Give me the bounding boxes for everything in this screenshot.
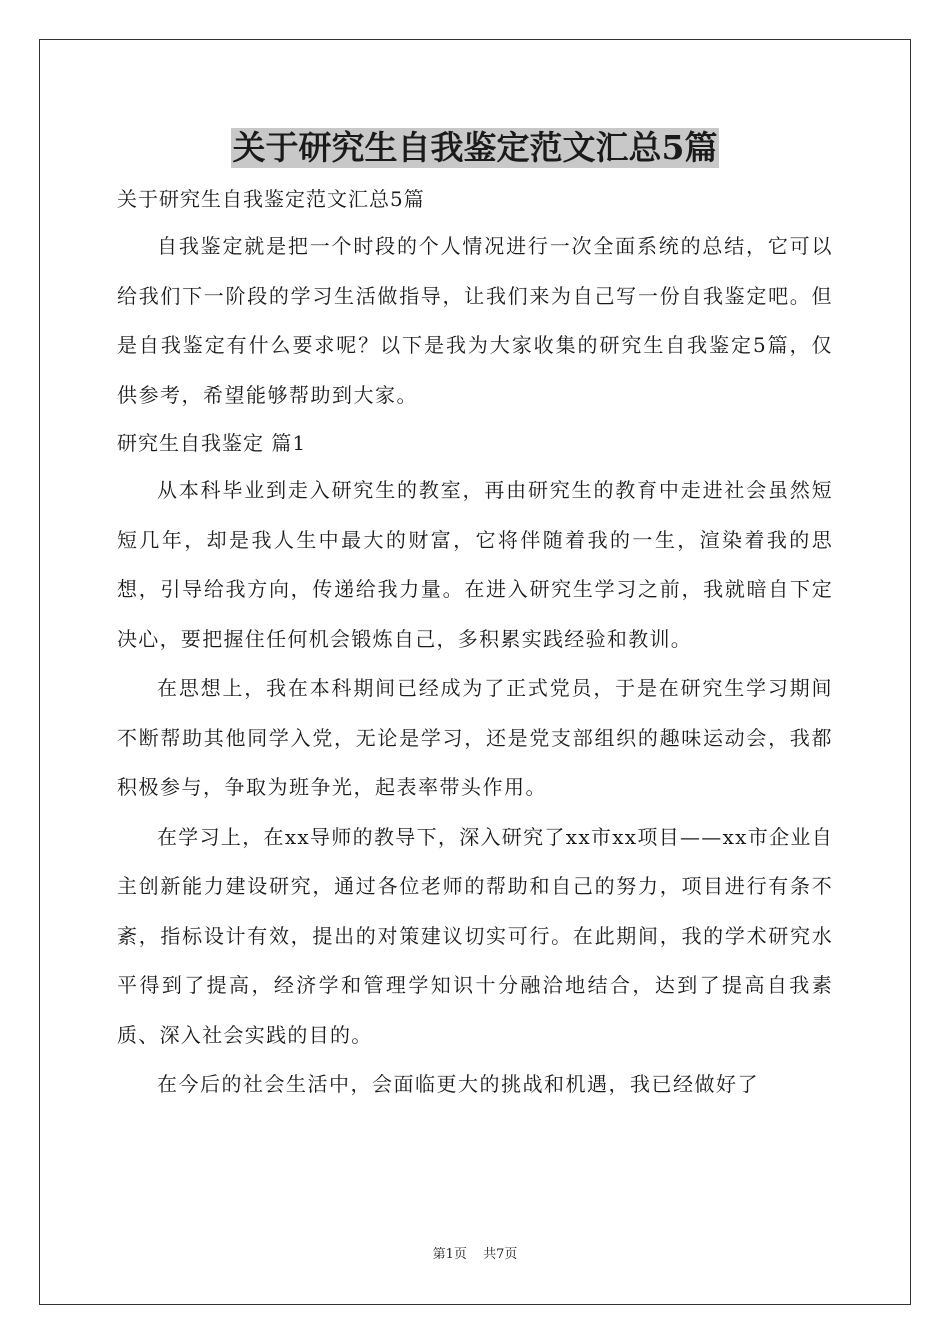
body-paragraph: 从本科毕业到走入研究生的教室，再由研究生的教育中走进社会虽然短短几年，却是我人生中最大的财富，它将伴随着我的一生，渲染着我的思想，引导给我方向，传递给我力量。在进入研究生学习之前，我就暗自下定决心，要把握住任何机会锻炼自己，多积累实践经验和教训。 — [117, 478, 833, 651]
title-container — [0, 128, 950, 168]
page-footer — [0, 1246, 950, 1264]
page-number-current: 第1页 — [432, 1247, 467, 1262]
section-heading: 研究生自我鉴定 篇1 — [117, 431, 307, 455]
body-paragraph: 在思想上，我在本科期间已经成为了正式党员，于是在研究生学习期间不断帮助其他同学入党，无论是学习，还是党支部组织的趣味运动会，我都积极参与，争取为班争光，起表率带头作用。 — [117, 676, 833, 799]
body-paragraph: 在学习上，在xx导师的教导下，深入研究了xx市xx项目——xx市企业自主创新能力建设研究，通过各位老师的帮助和自己的努力，项目进行有条不紊，指标设计有效，提出的对策建议切实可行。在此期间，我的学术研究水平得到了提高，经济学和管理学知识十分融洽地结合，达到了提高自我素质、深入社会实践的目的。 — [117, 824, 833, 1047]
document-title: 关于研究生自我鉴定范文汇总5篇 — [232, 128, 718, 167]
page-number-total: 共7页 — [483, 1247, 518, 1262]
document-body — [117, 176, 833, 1110]
body-paragraph: 在今后的社会生活中，会面临更大的挑战和机遇，我已经做好了 — [157, 1072, 759, 1096]
intro-paragraph: 自我鉴定就是把一个时段的个人情况进行一次全面系统的总结，它可以给我们下一阶段的学习生活做指导，让我们来为自己写一份自我鉴定吧。但是自我鉴定有什么要求呢？以下是我为大家收集的研究生自我鉴定5篇，仅供参考，希望能够帮助到大家。 — [117, 234, 833, 407]
document-subtitle: 关于研究生自我鉴定范文汇总5篇 — [117, 187, 425, 211]
